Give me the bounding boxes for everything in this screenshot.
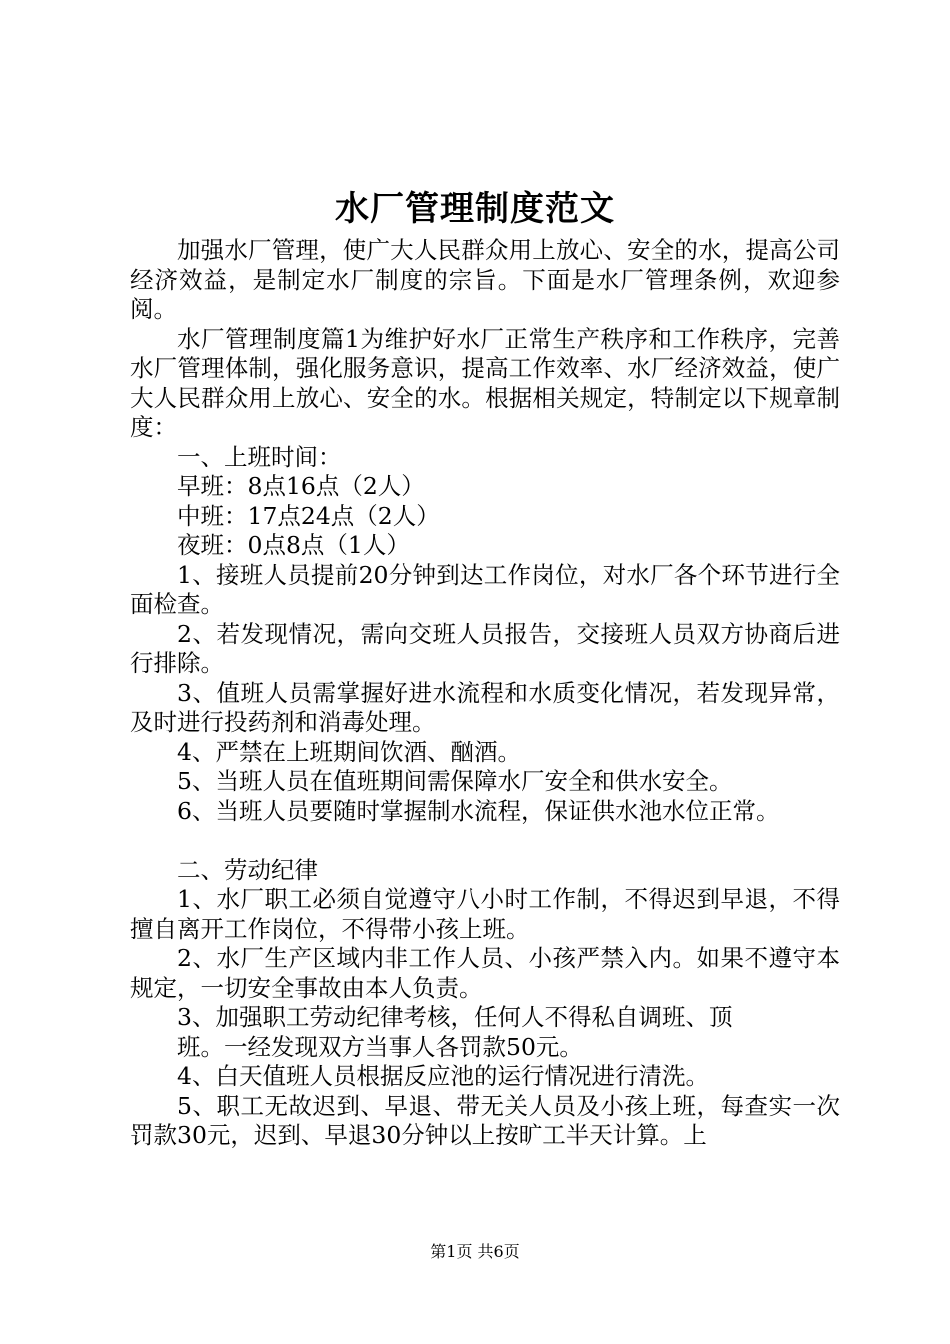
rule-item: 2、水厂生产区域内非工作人员、小孩严禁入内。如果不遵守本规定，一切安全事故由本人负责。 (130, 944, 840, 1002)
paragraph-preamble: 水厂管理制度篇1为维护好水厂正常生产秩序和工作秩序，完善水厂管理体制，强化服务意识，提高工作效率、水厂经济效益，使广大人民群众用上放心、安全的水。根据相关规定，特制定以下规章制度： (130, 324, 840, 441)
rule-item-continuation: 班。一经发现双方当事人各罚款50元。 (177, 1032, 583, 1061)
rule-item: 6、当班人员要随时掌握制水流程，保证供水池水位正常。 (177, 796, 780, 825)
rule-item: 1、水厂职工必须自觉遵守八小时工作制，不得迟到早退，不得擅自离开工作岗位，不得带小孩上班。 (130, 885, 840, 943)
document-title: 水厂管理制度范文 (335, 189, 615, 229)
rule-item: 5、职工无故迟到、早退、带无关人员及小孩上班，每查实一次罚款30元，迟到、早退30分钟以上按旷工半天计算。上 (130, 1091, 840, 1149)
rule-item: 4、严禁在上班期间饮酒、酗酒。 (177, 737, 521, 766)
shift-middle: 中班：17点24点（2人） (177, 501, 440, 530)
document-body (130, 236, 840, 1151)
section-heading-work-hours: 一、上班时间： (177, 442, 342, 471)
shift-morning: 早班：8点16点（2人） (177, 472, 425, 500)
shift-night: 夜班：0点8点（1人） (177, 531, 410, 559)
paragraph-intro: 加强水厂管理，使广大人民群众用上放心、安全的水，提高公司经济效益，是制定水厂制度的宗旨。下面是水厂管理条例，欢迎参阅。 (130, 236, 840, 323)
page-footer: 第1页 共6页 (430, 1242, 520, 1261)
rule-item: 3、加强职工劳动纪律考核，任何人不得私自调班、顶 (177, 1003, 733, 1031)
rule-item: 1、接班人员提前20分钟到达工作岗位，对水厂各个环节进行全面检查。 (130, 560, 840, 618)
rule-item: 2、若发现情况，需向交班人员报告，交接班人员双方协商后进行排除。 (130, 619, 840, 677)
blank-line (130, 826, 840, 856)
section-heading-labor-discipline: 二、劳动纪律 (177, 855, 318, 884)
rule-item: 5、当班人员在值班期间需保障水厂安全和供水安全。 (177, 767, 733, 795)
rule-item: 3、值班人员需掌握好进水流程和水质变化情况，若发现异常，及时进行投药剂和消毒处理。 (130, 678, 840, 736)
rule-item: 4、白天值班人员根据反应池的运行情况进行清洗。 (177, 1062, 709, 1090)
